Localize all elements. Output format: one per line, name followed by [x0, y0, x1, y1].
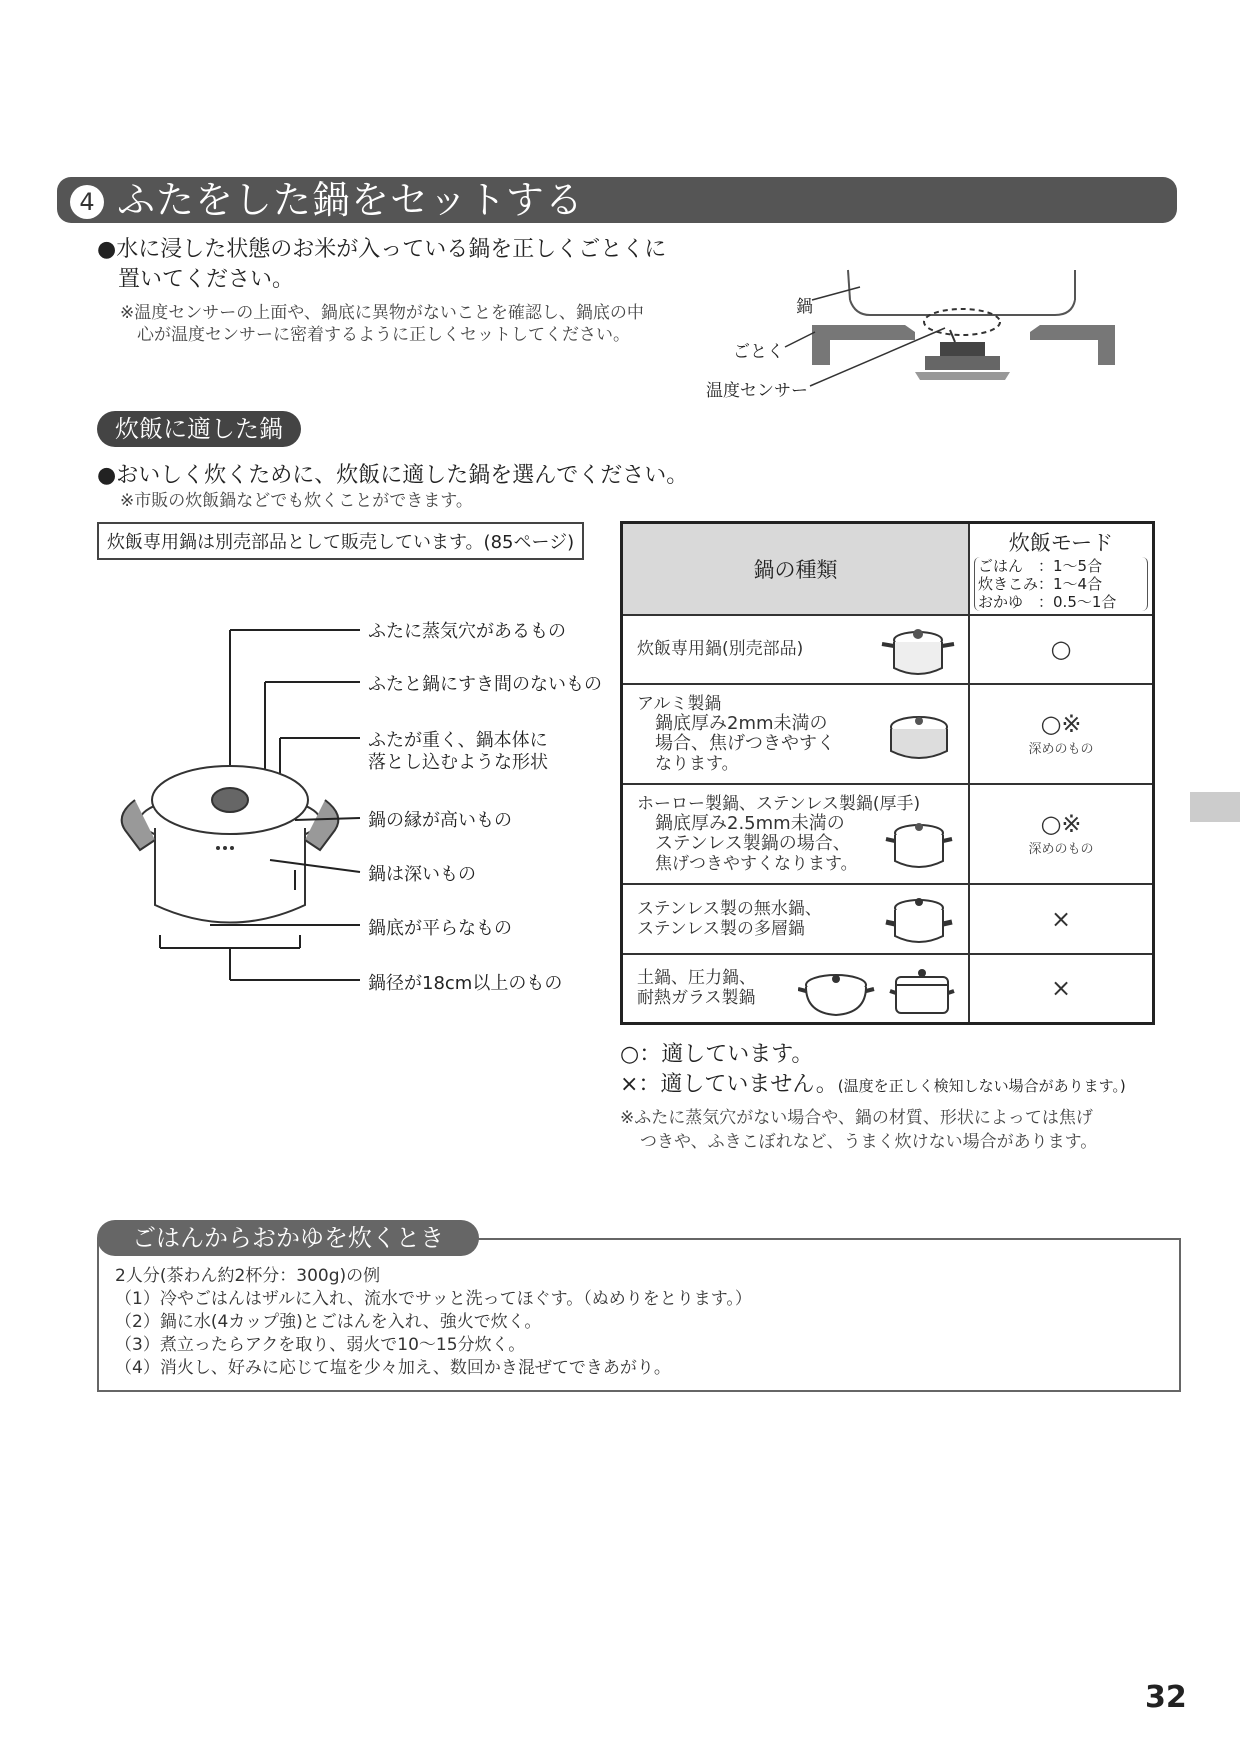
waterless-pot-icon: [884, 890, 954, 950]
step-note-line2: 心が温度センサーに密着するように正しくセットしてください。: [137, 325, 630, 345]
step-bullet-line1: ●水に浸した状態のお米が入っている鍋を正しくごとくに: [97, 237, 667, 262]
suitability-mark: ○※: [1040, 710, 1082, 738]
table-row: [622, 954, 1154, 1024]
pot-type-detail: 鍋底厚み2.5mm未満の: [655, 812, 845, 834]
table-row: [622, 884, 1154, 954]
pot-illustration: [110, 620, 370, 990]
okayu-line: （2）鍋に水(4カップ強)とごはんを入れ、強火で炊く。: [115, 1312, 542, 1332]
diagram-label-pot: 鍋: [796, 297, 813, 317]
legend-note-line2: つきや、ふきこぼれなど、うまく炊けない場合があります。: [640, 1132, 1098, 1152]
mode-line: おかゆ ：0.5〜1合: [978, 592, 1117, 611]
legend-ng-line: [620, 1067, 1126, 1098]
pot-label-diameter: 鍋径が18cm以上のもの: [368, 973, 563, 994]
okayu-line: （4）消火し、好みに応じて塩を少々加え、数回かき混ぜてできあがり。: [115, 1358, 671, 1378]
rice-pot-icon: [878, 622, 958, 680]
mode-mark-cell: [969, 954, 1153, 1024]
table-row: [622, 615, 1154, 684]
pot-label-heavy-lid-1: ふたが重く、鍋本体に: [368, 730, 548, 751]
table-header-mode-cell: [969, 523, 1153, 615]
pot-label-no-gap: ふたと鍋にすき間のないもの: [368, 674, 602, 695]
aluminum-pot-icon: [884, 705, 954, 765]
mode-details: [974, 557, 1148, 611]
diagram-label-trivet: ごとく: [733, 342, 784, 362]
pot-type-text: ステンレス製の多層鍋: [637, 918, 805, 939]
pot-type-detail: 場合、焦げつきやすく: [655, 732, 835, 754]
pot-type-cell: [622, 954, 970, 1024]
pot-label-deep: 鍋は深いもの: [368, 864, 476, 885]
step-title: ふたをした鍋をセットする: [117, 178, 584, 222]
pot-type-text: 土鍋、圧力鍋、: [637, 968, 756, 989]
pot-type-text: 炊飯専用鍋(別売部品): [637, 639, 804, 659]
okayu-line: （3）煮立ったらアクを取り、弱火で10〜15分炊く。: [115, 1335, 526, 1355]
mode-mark-cell: [969, 684, 1153, 784]
okayu-line: 2人分(茶わん約2杯分：300g)の例: [115, 1266, 381, 1286]
side-tab: [1190, 792, 1240, 822]
table-row: [622, 784, 1154, 884]
mode-mark-cell: [969, 615, 1153, 684]
suitability-mark: ×: [1050, 904, 1072, 933]
pot-type-text: ホーロー製鍋、ステンレス製鍋(厚手): [637, 793, 921, 814]
page-number: 32: [1145, 1680, 1187, 1715]
okayu-line: （1）冷やごはんはザルに入れ、流水でサッと洗ってほぐす。（ぬめりをとります。）: [115, 1289, 752, 1309]
pot-type-cell: [622, 884, 970, 954]
pot-label-heavy-lid-2: 落とし込むような形状: [368, 752, 548, 773]
step-bullet-line2: 置いてください。: [118, 267, 295, 292]
pot-type-text: ステンレス製の無水鍋、: [637, 898, 822, 919]
suitable-bullet: ●おいしく炊くために、炊飯に適した鍋を選んでください。: [97, 463, 689, 488]
table-row: [622, 684, 1154, 784]
pot-label-flat-bottom: 鍋底が平らなもの: [368, 918, 512, 939]
legend-ng-small: (温度を正しく検知しない場合があります。): [837, 1077, 1126, 1095]
legend-note-line1: ※ふたに蒸気穴がない場合や、鍋の材質、形状によっては焦げ: [620, 1108, 1093, 1128]
diagram-label-sensor: 温度センサー: [706, 381, 808, 401]
step-number: 4: [70, 185, 104, 219]
earthen-glass-pot-icons: [798, 963, 958, 1019]
pot-type-table: [620, 521, 1155, 1025]
table-header-type: 鍋の種類: [622, 523, 970, 615]
okayu-body: [115, 1265, 752, 1380]
pot-label-steam-hole: ふたに蒸気穴があるもの: [368, 621, 566, 642]
enamel-pot-icon: [884, 815, 954, 875]
mode-mark-cell: [969, 784, 1153, 884]
legend-ok: ○：適しています。: [620, 1042, 814, 1067]
pot-type-detail: ステンレス製鍋の場合、: [655, 832, 851, 854]
pot-label-high-rim: 鍋の縁が高いもの: [368, 810, 512, 831]
pot-type-cell: [622, 784, 970, 884]
mode-line: ごはん ：1〜5合: [978, 556, 1103, 575]
suitability-mark: ×: [1050, 974, 1072, 1003]
suitability-mark: ○: [1050, 635, 1072, 663]
legend-ng: ×：適していません。: [620, 1072, 838, 1097]
pot-type-text: 耐熱ガラス製鍋: [637, 988, 756, 1009]
suitability-mark: ○※: [1040, 810, 1082, 838]
pot-type-cell: [622, 684, 970, 784]
pot-type-detail: 鍋底厚み2mm未満の: [655, 712, 828, 734]
mode-line: 炊きこみ：1〜4合: [978, 574, 1103, 593]
step-note-line1: ※温度センサーの上面や、鍋底に異物がないことを確認し、鍋底の中: [120, 303, 644, 323]
suitability-sub: 深めのもの: [1028, 742, 1094, 757]
pot-type-text: アルミ製鍋: [637, 693, 722, 714]
suitable-pot-pill: 炊飯に適した鍋: [97, 411, 301, 447]
pot-type-detail: なります。: [655, 753, 739, 774]
pot-type-cell: [622, 615, 970, 684]
table-header-mode: 炊飯モード: [1008, 530, 1114, 555]
mode-mark-cell: [969, 884, 1153, 954]
pot-type-detail: 焦げつきやすくなります。: [655, 853, 858, 874]
suitability-sub: 深めのもの: [1028, 842, 1094, 857]
okayu-title: ごはんからおかゆを炊くとき: [97, 1220, 479, 1256]
suitable-note: ※市販の炊飯鍋などでも炊くことができます。: [120, 491, 473, 511]
sold-separately-note: 炊飯専用鍋は別売部品として販売しています。(85ページ): [97, 522, 584, 560]
